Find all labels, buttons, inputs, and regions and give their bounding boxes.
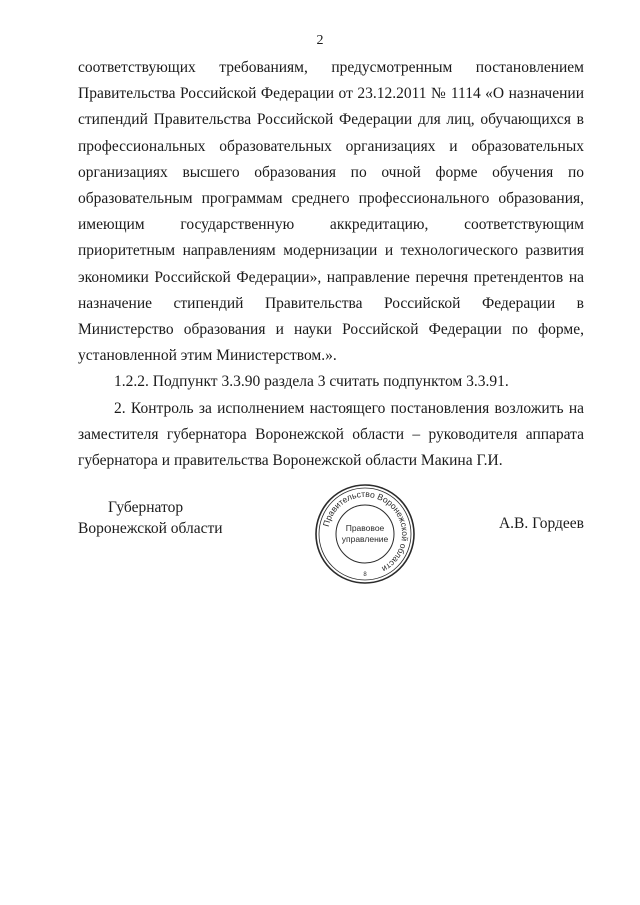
page-number: 2 xyxy=(316,33,324,48)
paragraph-continuation: соответствующих требованиям, предусмотренным постановлением Правительства Российской Федерации от 23.12.2011 № 1114 «О назначении стипендий Правительства Российской Федерации для лиц, обучающихся в профессиональных образовательных организациях и образовательных организациях высшего образования по очной форме обучения по образовательным программам среднего профессионального образования, имеющим государственную аккредитацию, соответствующим приоритетным направлениям модернизации и технологического развития экономики Российской Федерации», направление перечня претендентов на назначение стипендий Правительства Российской Федерации в Министерство образования и науки Российской Федерации по форме, установленной этим Министерством.». xyxy=(78,59,584,365)
signatory-region: Воронежской области xyxy=(78,520,223,537)
seal-center-line2: управление xyxy=(341,534,389,544)
paragraph-control-clause: 2. Контроль за исполнением настоящего постановления возложить на заместителя губернатора Воронежской области – руководителя аппарата губернатора и правительства Воронежской области Макина Г.И. xyxy=(78,399,584,470)
seal-center-line1: Правовое xyxy=(345,523,385,533)
document-body xyxy=(78,55,584,474)
official-stamp-seal xyxy=(313,482,417,586)
seal-mark: 8 xyxy=(363,572,367,578)
seal-ring-text: Правительство Воронежской области xyxy=(320,488,411,575)
signatory-name: А.В. Гордеев xyxy=(498,515,584,532)
signatory-position xyxy=(78,497,223,539)
paragraph-subpoint: 1.2.2. Подпункт 3.3.90 раздела 3 считать подпунктом 3.3.91. xyxy=(114,373,509,391)
signatory-title: Губернатор xyxy=(108,499,184,516)
